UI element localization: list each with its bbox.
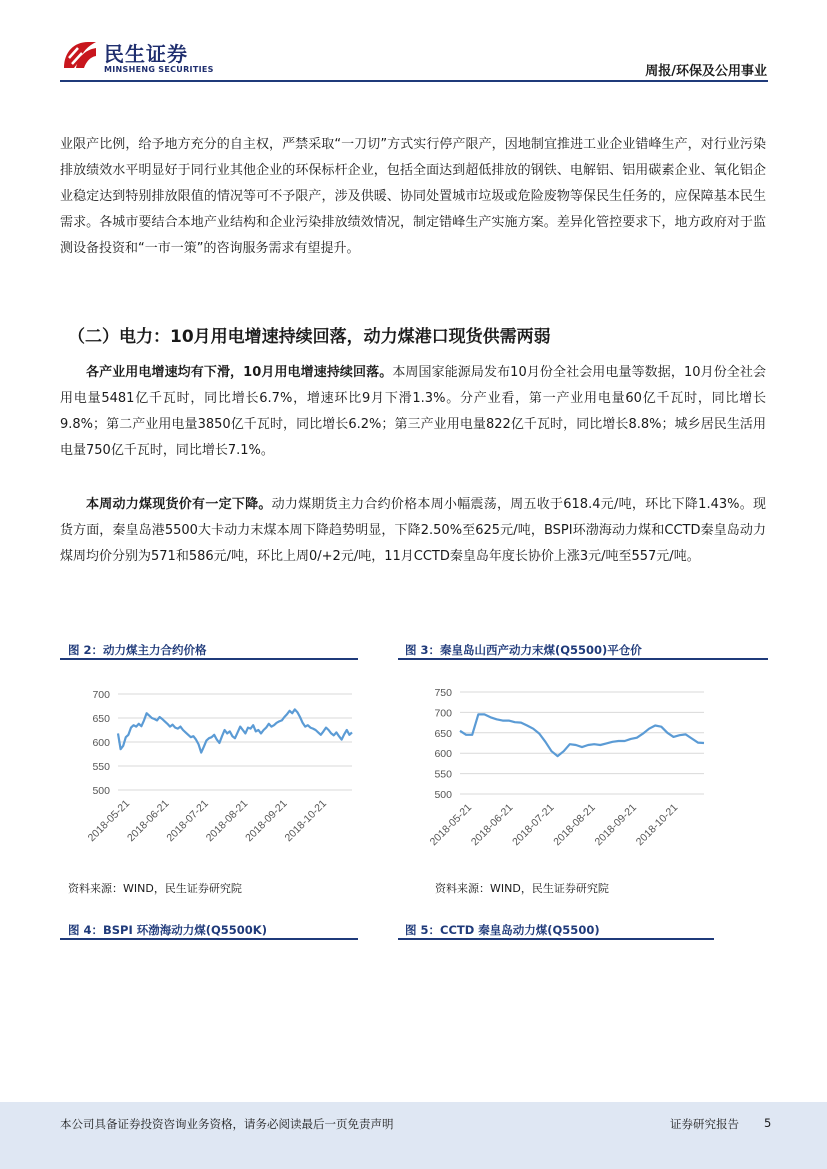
- report-category: 周报/环保及公用事业: [645, 64, 767, 79]
- y-tick-label: 650: [92, 713, 110, 725]
- figure-5-rule: [398, 938, 714, 940]
- chart-fig3-svg: [398, 672, 728, 870]
- minsheng-logo-icon: [60, 38, 100, 72]
- paragraph-coal-body: 动力煤期货主力合约价格本周小幅震荡，周五收于618.4元/吨，环比下降1.43%。现货方面，秦皇岛港5500大卡动力末煤本周下降趋势明显，下降2.50%至625元/吨，BSPI环渤海动力煤和CCTD秦皇岛动力煤周均价分别为571和586元/吨，环比上周0/+2元/吨，11月CCTD秦皇岛年度长协价上涨3元/吨至557元/吨。: [60, 497, 766, 564]
- company-logo: [60, 36, 214, 80]
- paragraph-electricity-lead: 各产业用电增速均有下滑，10月用电增速持续回落。: [86, 365, 393, 380]
- y-tick-label: 600: [92, 737, 110, 749]
- section-title-power: （二）电力：10月用电增速持续回落，动力煤港口现货供需两弱: [68, 327, 551, 347]
- figure-4-rule: [60, 938, 358, 940]
- x-tick-label: 2018-08-21: [551, 801, 598, 849]
- y-tick-label: 650: [434, 727, 452, 740]
- x-tick-label: 2018-10-21: [633, 801, 681, 849]
- figure-2-chart: [60, 672, 360, 870]
- footer-report-kind: 证券研究报告: [670, 1117, 739, 1131]
- header-divider: [60, 80, 768, 82]
- paragraph-coal: [60, 492, 766, 570]
- y-tick-label: 500: [434, 789, 452, 801]
- figure-3-rule: [398, 658, 768, 660]
- paragraph-electricity: [60, 360, 766, 464]
- paragraph-electricity-body: 本周国家能源局发布10月份全社会用电量等数据，10月份全社会用电量5481亿千瓦时，同比增长6.7%，增速环比9月下滑1.3%。分产业看，第一产业用电量60亿千瓦时，同比增长9.8%；第二产业用电量3850亿千瓦时，同比增长6.2%；第三产业用电量822亿千瓦时，同比增长8.8%；城乡居民生活用电量750亿千瓦时，同比增长7.1%。: [60, 365, 766, 458]
- figure-4-title: 图 4：BSPI 环渤海动力煤(Q5500K): [68, 923, 267, 937]
- figure-source-right: 资料来源：WIND，民生证券研究院: [435, 882, 609, 895]
- y-tick-label: 750: [434, 687, 452, 699]
- x-tick-label: 2018-09-21: [592, 801, 639, 849]
- y-tick-label: 550: [92, 761, 110, 773]
- figure-3-title: 图 3：秦皇岛山西产动力末煤(Q5500)平仓价: [405, 643, 642, 657]
- chart-fig2-svg: [60, 672, 360, 870]
- series-line: [460, 714, 704, 756]
- footer-disclaimer: 本公司具备证券投资咨询业务资格，请务必阅读最后一页免责声明: [60, 1117, 394, 1131]
- x-tick-label: 2018-06-21: [125, 797, 172, 845]
- figure-2-rule: [60, 658, 358, 660]
- y-tick-label: 500: [92, 785, 110, 797]
- y-tick-label: 600: [434, 748, 452, 761]
- series-line: [118, 709, 352, 752]
- figure-3-chart: [398, 672, 728, 870]
- x-tick-label: 2018-06-21: [468, 801, 516, 849]
- logo-english-name: MINSHENG SECURITIES: [104, 65, 214, 74]
- logo-chinese-name: 民生证券: [104, 42, 188, 66]
- x-tick-label: 2018-07-21: [164, 797, 211, 845]
- y-tick-label: 700: [434, 707, 452, 720]
- page-number: 5: [764, 1116, 772, 1130]
- y-tick-label: 550: [434, 768, 452, 781]
- x-tick-label: 2018-05-21: [427, 801, 475, 849]
- x-tick-label: 2018-08-21: [203, 797, 251, 845]
- x-tick-label: 2018-10-21: [282, 797, 330, 845]
- x-tick-label: 2018-07-21: [510, 801, 557, 849]
- figure-source-left: 资料来源：WIND，民生证券研究院: [68, 882, 242, 895]
- x-tick-label: 2018-09-21: [243, 797, 290, 845]
- figure-2-title: 图 2：动力煤主力合约价格: [68, 643, 207, 657]
- page-header: [0, 0, 827, 84]
- paragraph-coal-lead: 本周动力煤现货价有一定下降。: [86, 497, 272, 512]
- figure-5-title: 图 5：CCTD 秦皇岛动力煤(Q5500): [405, 923, 600, 937]
- paragraph-policy: 业限产比例，给予地方充分的自主权，严禁采取“一刀切”方式实行停产限产，因地制宜推进工业企业错峰生产，对行业污染排放绩效水平明显好于同行业其他企业的环保标杆企业，包括全面达到超低排放的钢铁、电解铝、铝用碳素企业、氧化铝企业稳定达到特别排放限值的情况等可不予限产，涉及供暖、协同处置城市垃圾或危险废物等保民生任务的，应保障基本民生需求。各城市要结合本地产业结构和企业污染排放绩效情况，制定错峰生产实施方案。差异化管控要求下，地方政府对于监测设备投资和“一市一策”的咨询服务需求有望提升。: [60, 137, 766, 256]
- x-tick-label: 2018-05-21: [85, 797, 133, 845]
- page-footer: [0, 1102, 827, 1169]
- y-tick-label: 700: [92, 689, 110, 701]
